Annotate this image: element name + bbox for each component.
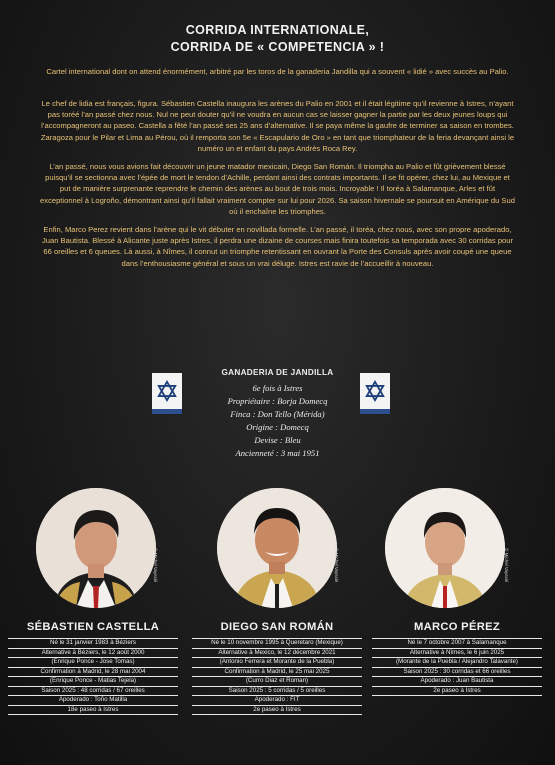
portrait-perez xyxy=(385,488,505,608)
info-row: Alternative à Mexico, le 12 décembre 2021 xyxy=(192,648,362,658)
info-row: Saison 2025 : 48 corridas / 67 oreilles xyxy=(8,686,178,696)
matador-san-roman xyxy=(192,621,362,715)
portrait-san-roman xyxy=(217,488,337,608)
matador-castella xyxy=(8,621,178,715)
info-row: Alternative à Nîmes, le 6 juin 2025 xyxy=(372,648,542,658)
matador-portrait-image xyxy=(36,488,156,608)
info-row: 2e paseo à Istres xyxy=(372,686,542,697)
matador-name: MARCO PÉREZ xyxy=(414,621,500,633)
matador-name: DIEGO SAN ROMÁN xyxy=(220,621,334,633)
info-row: (Enrique Ponce - Jose Tomas) xyxy=(8,657,178,667)
article-body xyxy=(40,98,515,276)
portrait-castella xyxy=(36,488,156,608)
info-row: Saison 2025 : 30 corridas et 66 oreilles xyxy=(372,667,542,677)
photo-credit-castella: © Michel Vayssié xyxy=(153,548,158,583)
ganaderia-block xyxy=(170,368,385,460)
matador-portrait-image xyxy=(385,488,505,608)
ganaderia-origin: Origine : Domecq xyxy=(246,422,309,432)
info-row: Né le 7 octobre 2007 à Salamanque xyxy=(372,638,542,648)
ganaderia-seniority: Ancienneté : 3 mai 1951 xyxy=(235,448,320,458)
ganaderia-count: 6e fois à Istres xyxy=(252,383,303,393)
intro-text: Cartel international dont on attend énormément, arbitré par les toros de la ganaderia Jandilla qui a souvent « lidié » avec succès au Palio. xyxy=(46,67,509,76)
matador-perez xyxy=(372,621,542,696)
info-row: Apoderado : Toño Matilla xyxy=(8,695,178,705)
info-row: Saison 2025 : 5 corridas / 5 oreilles xyxy=(192,686,362,696)
info-row: Apoderado : FIT xyxy=(192,695,362,705)
page-title xyxy=(0,22,555,56)
info-row: Né le 10 novembre 1995 à Queretaro (Mexique) xyxy=(192,638,362,648)
info-row: Confirmation à Madrid, le 28 mai 2004 xyxy=(8,667,178,677)
matador-portrait-image xyxy=(217,488,337,608)
title-line-1: CORRIDA INTERNATIONALE, xyxy=(185,23,370,37)
paragraph-san-roman: L’an passé, nous vous avions fait découvrir un jeune matador mexicain, Diego San Román. Il triompha au Palio et fût grièvement blessé puisqu’il se sectionna avec l’épée de mort le tendon d’Achille, perdant ainsi des contrats importants. Il se fit opérer, chez lui, au Mexique et put de manière surprenante reprendre le chemin des arènes au bout de trois mois. Incroyable ! Il toréa à Salamanque, Arles et fût exceptionnel à Logroño, démontrant ainsi qu’il fallait vraiment compter sur lui pour 2026. Sa saison hivernale se poursuit en Amérique du Sud où il enchaîne les triomphes. xyxy=(40,162,515,216)
matador-name: SÉBASTIEN CASTELLA xyxy=(26,621,160,633)
info-row: 2e paseo à Istres xyxy=(192,705,362,716)
paragraph-perez: Enfin, Marco Perez revient dans l’arène qui le vit débuter en novillada formelle. L’an passé, il toréa, chez nous, avec son propre apoderado, Juan Bautista. Blessé à Alicante juste après Istres, il perdra une dizaine de courses mais finira toutefois sa temporada avec 30 corridas pour 66 oreilles et 6 queues. Là aussi, à Nîmes, il connut un triomphe retentissant en ouvrant la Porte des Consuls après avoir coupé une queue dans l’enthousiasme général et sous un vrai déluge. Istres est ravie de l’accueillir à nouveau. xyxy=(41,225,514,268)
ganaderia-owner: Propriétaire : Borja Domecq xyxy=(227,396,328,406)
info-row: Né le 31 janvier 1983 à Béziers xyxy=(8,638,178,648)
info-row: Alternative à Béziers, le 12 août 2000 xyxy=(8,648,178,658)
ganaderia-title: GANADERIA DE JANDILLA xyxy=(221,368,334,377)
info-row: (Antonio Ferrera et Morante de la Puebla) xyxy=(192,657,362,667)
ganaderia-colors: Devise : Bleu xyxy=(254,435,301,445)
info-row: (Morante de la Puebla / Alejandro Talavante) xyxy=(372,657,542,667)
paragraph-castella: Le chef de lidia est français, figura. Sébastien Castella inaugura les arènes du Palio en 2001 et il était légitime qu’il revienne à Istres, n’ayant pas toréé l’an passé chez nous. Nul ne peut douter qu’il ne voudra en aucun cas se laisser gagner la partie par les deux jeunes loups qui l’accompagneront au paseo. Castella a fêté l’an passé ses 25 ans d’alternative. Il se paya même la gaufre de terminer sa saison en trombes. Zaragoza pour le Pilar et Lima au Pérou, où il remporta son 5e « Escapulario de Oro » en tant que triomphateur de la feria devançant ainsi le numéro un et enfant du pays Andrès Roca Rey. xyxy=(40,99,515,153)
photo-credit-san-roman: © Michel Vayssié xyxy=(334,548,339,583)
ganaderia-finca: Finca : Don Tello (Mérida) xyxy=(230,409,325,419)
info-row: (Enrique Ponce - Matias Tejela) xyxy=(8,676,178,686)
info-row: Confirmation à Madrid, le 25 mai 2025 xyxy=(192,667,362,677)
info-row: Apoderado : Juan Bautista xyxy=(372,676,542,686)
info-row: 18e paseo à Istres xyxy=(8,705,178,716)
photo-credit-perez: © Michel Vayssié xyxy=(504,548,509,583)
info-row: (Curro Diaz et Roman) xyxy=(192,676,362,686)
title-line-2: CORRIDA DE « COMPETENCIA » ! xyxy=(170,40,385,54)
